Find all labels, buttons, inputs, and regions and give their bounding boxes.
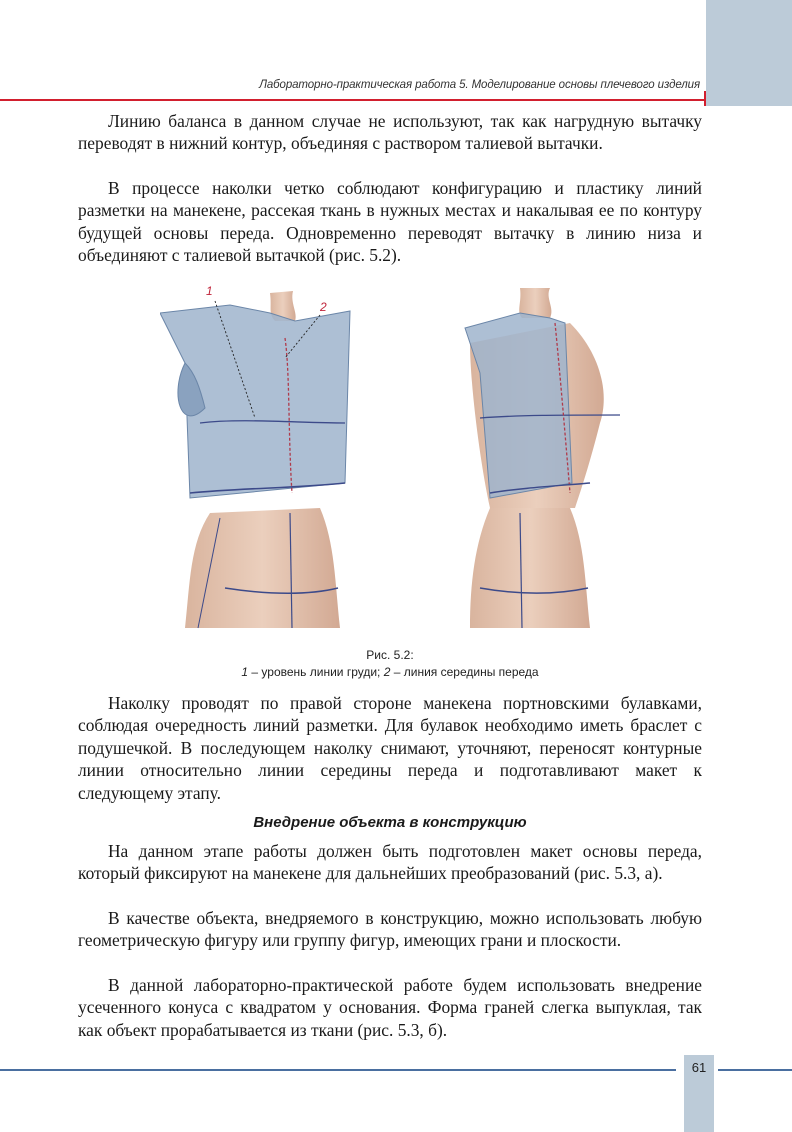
paragraph-6: В данной лабораторно-практической работе будем использовать внедрение усеченного конуса с квадратом у основания. Форма граней слегка выпуклая, так как объект прорабатывается из ткани (рис. 5.3, б). — [78, 975, 702, 1040]
caption-legend — [78, 664, 702, 681]
caption-item2-text: – линия середины переда — [390, 665, 539, 679]
caption-item2-num: 2 — [383, 665, 391, 679]
figure-label-1: 1 — [206, 284, 213, 298]
paragraph-3: Наколку проводят по правой стороне манекена портновскими булавками, соблюдая очередность линий разметки. Для булавок необходимо иметь браслет с подушечкой. В последующем наколку снимают, уточняют, переносят контурные линии относительно линии середины переда и подготавливают макет к следующему этапу. — [78, 693, 702, 803]
footer-rule-right — [718, 1069, 792, 1071]
footer-rule-left — [0, 1069, 676, 1071]
page-number: 61 — [691, 1060, 707, 1075]
mannequin-illustration — [160, 283, 620, 633]
figure-5-2 — [160, 283, 620, 633]
running-header: Лабораторно-практическая работа 5. Моделирование основы плечевого изделия — [259, 79, 700, 91]
mannequin-left — [160, 284, 350, 628]
mannequin-right — [465, 288, 620, 628]
caption-item1-num: 1 — [241, 665, 249, 679]
section-title: Внедрение объекта в конструкцию — [253, 814, 527, 831]
header-tick — [704, 91, 706, 106]
paragraph-4: На данном этапе работы должен быть подготовлен макет основы переда, который фиксируют на манекене для дальнейших преобразований (рис. 5.3, а). — [78, 841, 702, 884]
paragraph-2: В процессе наколки четко соблюдают конфигурацию и пластику линий разметки на манекене, рассекая ткань в нужных местах и накалывая ее по контуру будущей основы переда. Одновременно переводят вытачку в линию низа и объединяют с талиевой вытачкой (рис. 5.2). — [78, 178, 702, 266]
header-rule — [0, 99, 704, 101]
paragraph-1: Линию баланса в данном случае не используют, так как нагрудную вытачку переводят в нижний контур, объединяя с раствором талиевой вытачки. — [78, 111, 702, 154]
caption-item1-text: – уровень линии груди; — [248, 665, 384, 679]
corner-tab-top — [706, 0, 792, 106]
figure-caption — [78, 647, 702, 681]
figure-label-2: 2 — [320, 300, 327, 314]
caption-title: Рис. 5.2: — [366, 648, 414, 662]
paragraph-5: В качестве объекта, внедряемого в конструкцию, можно использовать любую геометрическую фигуру или группу фигур, имеющих грани и плоскости. — [78, 908, 702, 951]
